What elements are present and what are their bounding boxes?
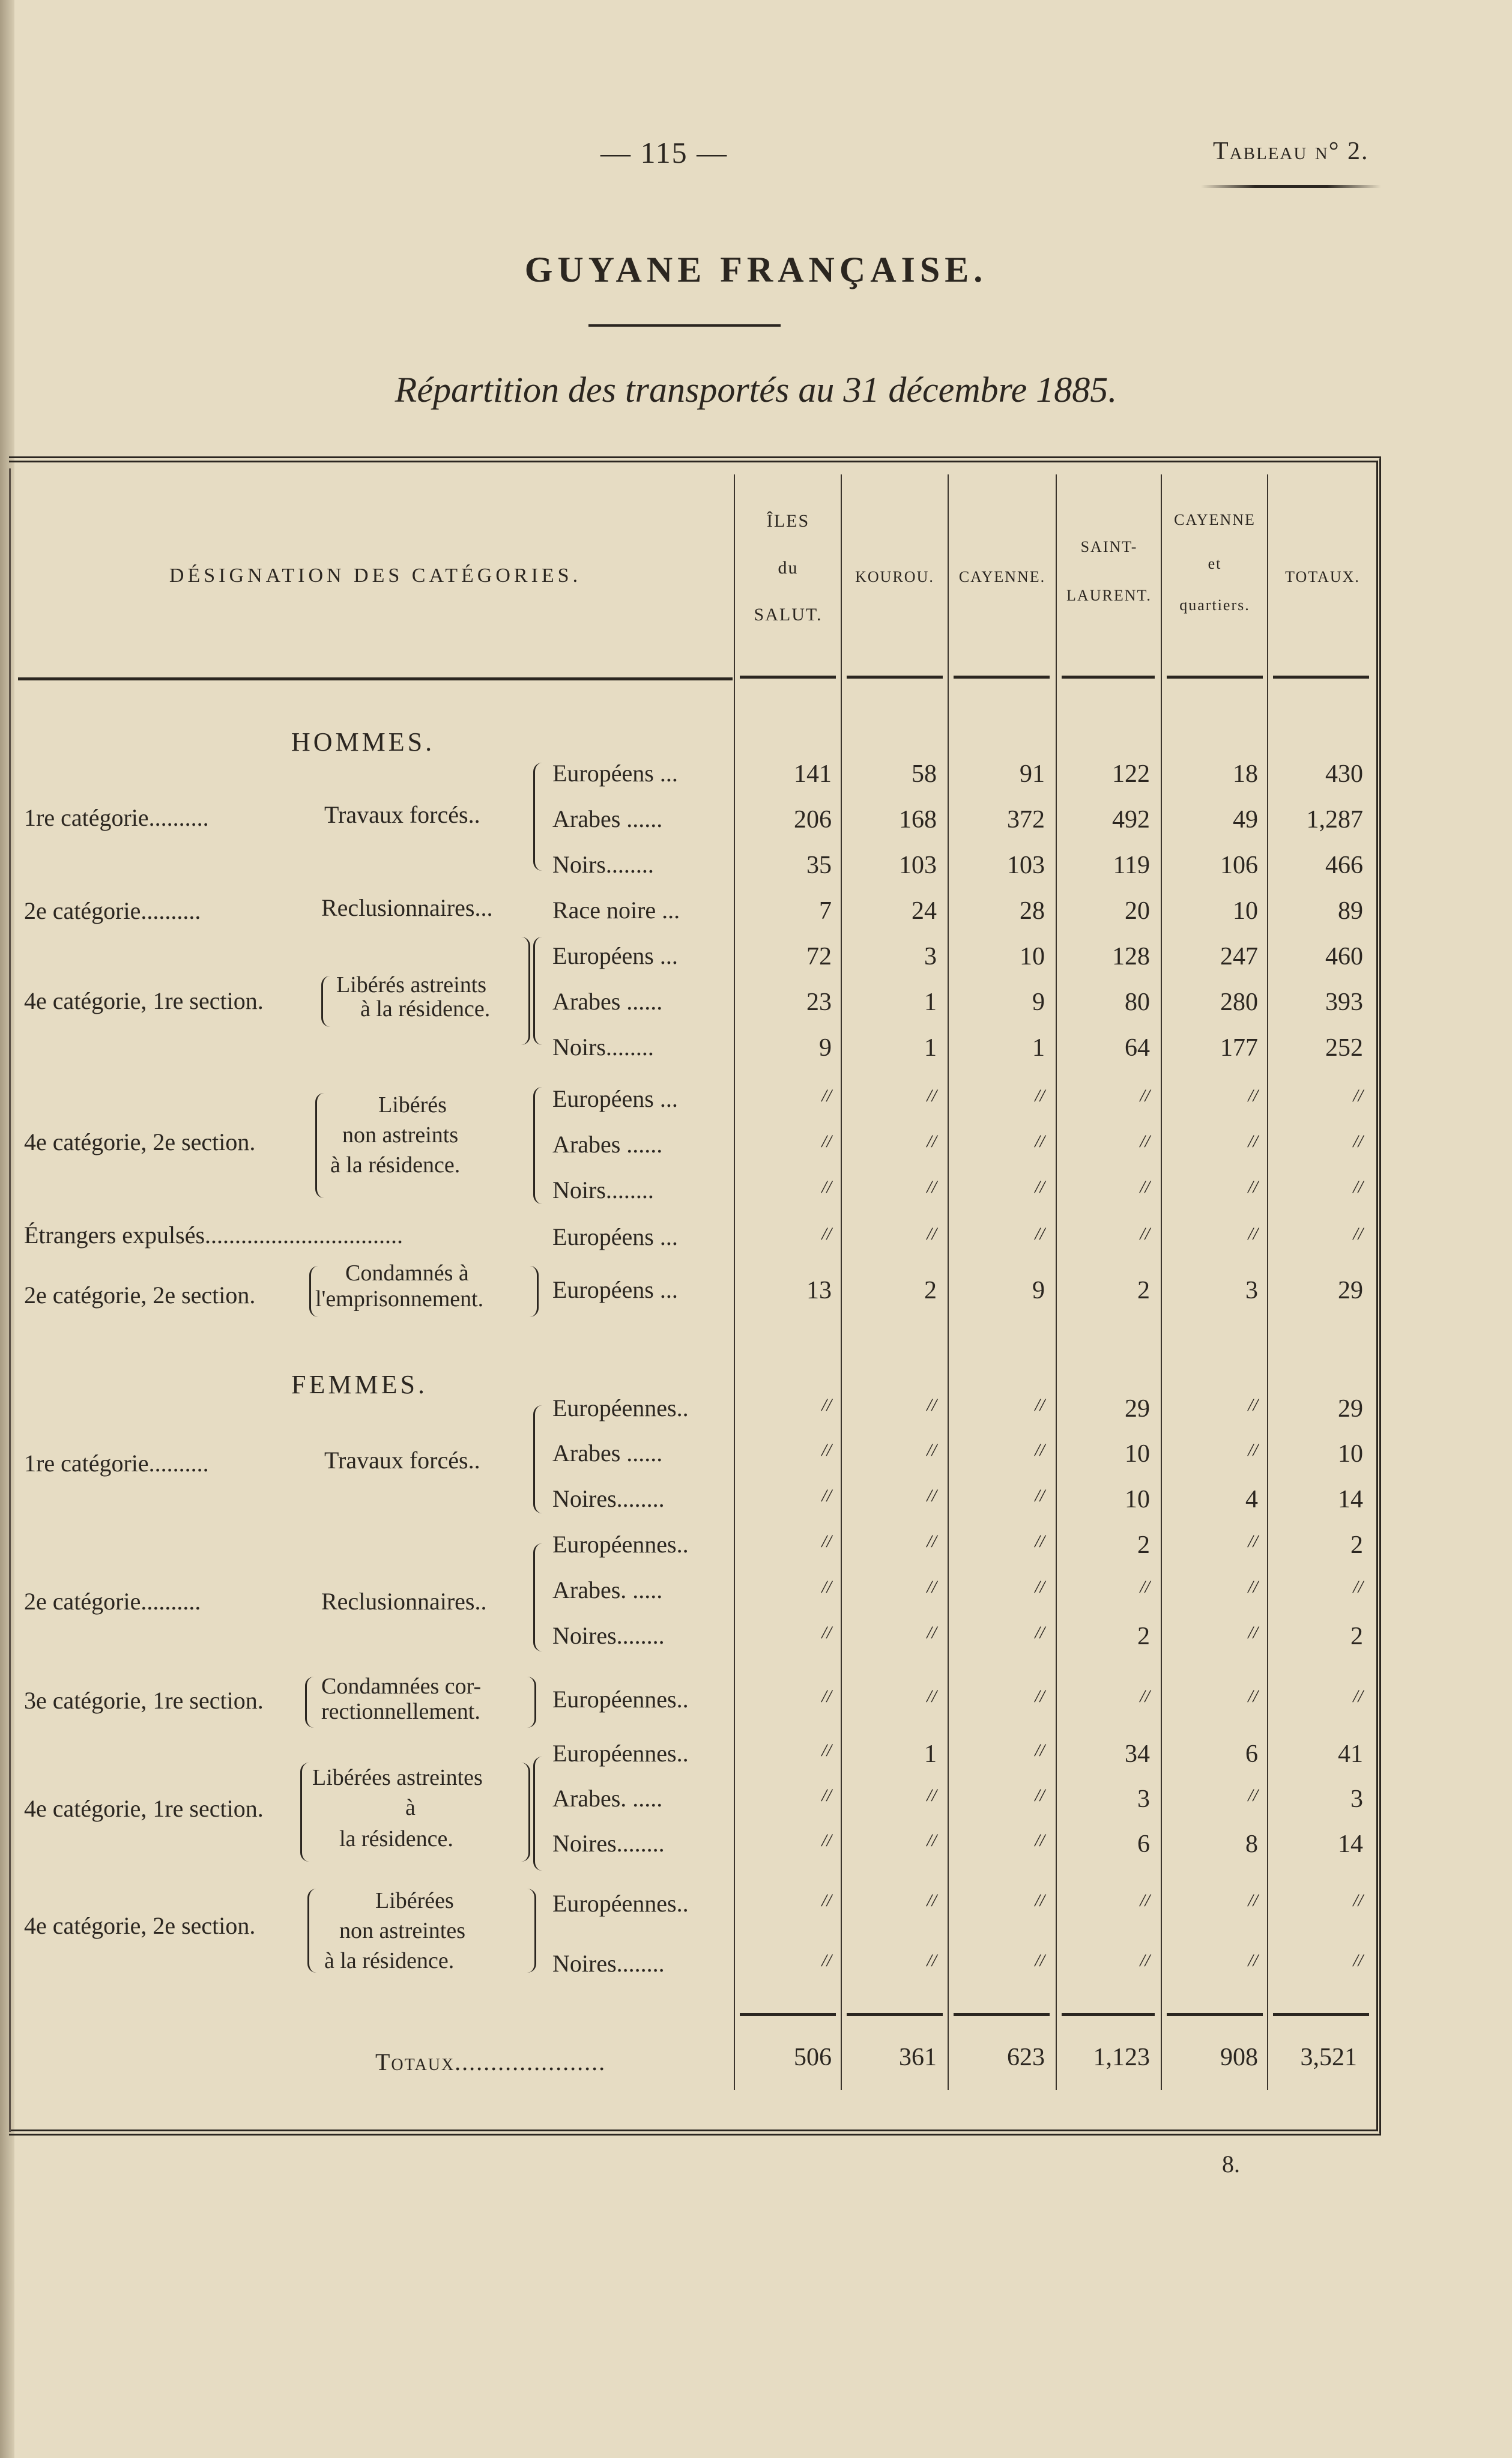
row-label: Européens ... bbox=[552, 1276, 678, 1303]
brace bbox=[315, 1093, 324, 1198]
cell-value: 14 bbox=[1338, 1486, 1363, 1513]
cell-value: // bbox=[1353, 1951, 1363, 1970]
category-label: 4e catégorie, 2e section. bbox=[24, 1128, 256, 1155]
category-label: 1re catégorie.......... bbox=[24, 804, 209, 831]
cell-value: // bbox=[927, 1086, 937, 1106]
cell-value: // bbox=[1248, 1623, 1258, 1642]
row-label: Noires........ bbox=[552, 1622, 665, 1649]
cell-value: // bbox=[821, 1830, 832, 1850]
cell-value: // bbox=[927, 1577, 937, 1597]
cell-value: // bbox=[1140, 1890, 1150, 1910]
cell-value: // bbox=[927, 1395, 937, 1415]
cell-value: 2 bbox=[1137, 1531, 1150, 1559]
totals-label: Totaux..................... bbox=[375, 2048, 606, 2075]
cell-value: // bbox=[927, 1623, 937, 1642]
cell-value: // bbox=[927, 1486, 937, 1506]
cell-value: // bbox=[1248, 1131, 1258, 1151]
category-type: Travaux forcés.. bbox=[324, 801, 480, 828]
brace bbox=[527, 1677, 536, 1728]
row-label: Arabes ...... bbox=[552, 988, 663, 1015]
totals-rule bbox=[847, 2013, 943, 2016]
cell-value: // bbox=[1035, 1740, 1045, 1760]
cell-value: 28 bbox=[1020, 897, 1045, 925]
cell-value: 1 bbox=[924, 1740, 937, 1768]
brace bbox=[521, 1763, 530, 1862]
cell-value: 1,287 bbox=[1306, 806, 1363, 834]
cell-value: 141 bbox=[794, 760, 832, 788]
cell-value: 29 bbox=[1338, 1395, 1363, 1423]
cell-value: // bbox=[927, 1131, 937, 1151]
row-label: Noirs........ bbox=[552, 1034, 654, 1061]
cell-value: // bbox=[1035, 1177, 1045, 1197]
cell-value: // bbox=[1248, 1531, 1258, 1551]
cell-value: // bbox=[927, 1686, 937, 1706]
cell-value: // bbox=[927, 1785, 937, 1805]
cell-value: // bbox=[1035, 1486, 1045, 1506]
cell-value: 64 bbox=[1125, 1034, 1150, 1062]
cell-value: // bbox=[927, 1890, 937, 1910]
brace bbox=[300, 1763, 309, 1862]
brace bbox=[533, 1087, 542, 1204]
cell-value: // bbox=[821, 1890, 832, 1910]
cell-value: 9 bbox=[1032, 1277, 1045, 1304]
table-frame-left bbox=[9, 468, 11, 2132]
cell-value: 128 bbox=[1112, 943, 1150, 970]
category-label: 3e catégorie, 1re section. bbox=[24, 1687, 264, 1714]
brace bbox=[305, 1677, 314, 1728]
category-type: à la résidence. bbox=[330, 1152, 461, 1178]
row-label: Arabes ...... bbox=[552, 1439, 663, 1467]
cell-value: // bbox=[821, 1740, 832, 1760]
cell-value: // bbox=[1140, 1131, 1150, 1151]
totals-rule bbox=[1167, 2013, 1263, 2016]
category-type: Libérés bbox=[378, 1092, 447, 1118]
totals-rule bbox=[954, 2013, 1050, 2016]
page-title: GUYANE FRANÇAISE. bbox=[524, 250, 988, 289]
row-label: Race noire ... bbox=[552, 897, 680, 924]
brace bbox=[527, 1889, 536, 1973]
cell-value: 34 bbox=[1125, 1740, 1150, 1768]
brace bbox=[533, 763, 542, 871]
cell-value: 35 bbox=[806, 852, 832, 879]
cell-value: // bbox=[1140, 1577, 1150, 1597]
cell-value: 177 bbox=[1220, 1034, 1258, 1062]
cell-value: // bbox=[1248, 1395, 1258, 1415]
cell-value: 280 bbox=[1220, 988, 1258, 1016]
cell-value: // bbox=[1353, 1577, 1363, 1597]
cell-value: 6 bbox=[1245, 1740, 1258, 1768]
cell-value: // bbox=[1140, 1177, 1150, 1197]
category-label: 4e catégorie, 2e section. bbox=[24, 1912, 256, 1939]
category-type: rectionnellement. bbox=[321, 1699, 480, 1724]
brace bbox=[521, 937, 530, 1045]
designation-header: DÉSIGNATION DES CATÉGORIES. bbox=[169, 565, 582, 587]
header-rule bbox=[847, 676, 943, 679]
column-header-kourou: KOUROU. bbox=[855, 568, 934, 586]
row-label: Noires........ bbox=[552, 1830, 665, 1857]
column-header-cayenne: CAYENNE. bbox=[958, 568, 1046, 586]
row-label: Européennes.. bbox=[552, 1686, 689, 1713]
footer-signature-mark: 8. bbox=[1222, 2151, 1240, 2178]
row-label: Européens ... bbox=[552, 760, 678, 787]
cell-value: 372 bbox=[1007, 806, 1045, 834]
cell-value: // bbox=[1140, 1086, 1150, 1106]
cell-value: 393 bbox=[1325, 988, 1363, 1016]
brace bbox=[321, 976, 330, 1027]
cell-value: 10 bbox=[1125, 1486, 1150, 1513]
header-rule bbox=[954, 676, 1050, 679]
cell-value: 430 bbox=[1325, 760, 1363, 788]
cell-value: 72 bbox=[806, 943, 832, 970]
cell-value: 2 bbox=[1350, 1531, 1363, 1559]
cell-value: 10 bbox=[1020, 943, 1045, 970]
cell-value: 20 bbox=[1125, 897, 1150, 925]
category-label: 2e catégorie.......... bbox=[24, 897, 201, 924]
cell-value: // bbox=[821, 1951, 832, 1970]
cell-value: 168 bbox=[899, 806, 937, 834]
cell-value: 2 bbox=[924, 1277, 937, 1304]
cell-value: // bbox=[1248, 1224, 1258, 1244]
cell-value: // bbox=[1248, 1177, 1258, 1197]
cell-value: 2 bbox=[1350, 1623, 1363, 1650]
category-label: 4e catégorie, 1re section. bbox=[24, 987, 264, 1014]
cell-value: // bbox=[1035, 1577, 1045, 1597]
category-type: Libérées astreintes bbox=[312, 1765, 483, 1790]
cell-value: // bbox=[821, 1395, 832, 1415]
row-label: Européennes.. bbox=[552, 1890, 689, 1917]
total-totaux: 3,521 bbox=[1300, 2044, 1357, 2071]
cell-value: 10 bbox=[1233, 897, 1258, 925]
category-type: non astreintes bbox=[339, 1918, 466, 1943]
row-label: Noires........ bbox=[552, 1950, 665, 1977]
brace bbox=[530, 1266, 539, 1317]
page-number: — 115 — bbox=[600, 136, 728, 169]
row-label: Arabes ...... bbox=[552, 805, 663, 832]
category-type: l'emprisonnement. bbox=[315, 1286, 484, 1312]
cell-value: // bbox=[1035, 1686, 1045, 1706]
cell-value: 2 bbox=[1137, 1623, 1150, 1650]
cell-value: 247 bbox=[1220, 943, 1258, 970]
cell-value: // bbox=[821, 1486, 832, 1506]
header-rule bbox=[1167, 676, 1263, 679]
category-label: Étrangers expulsés................................. bbox=[24, 1221, 404, 1249]
cell-value: // bbox=[1035, 1224, 1045, 1244]
row-label: Européennes.. bbox=[552, 1394, 689, 1421]
row-label: Arabes ...... bbox=[552, 1131, 663, 1158]
cell-value: 13 bbox=[806, 1277, 832, 1304]
cell-value: // bbox=[821, 1177, 832, 1197]
row-label: Noirs........ bbox=[552, 1176, 654, 1203]
section-title-femmes: FEMMES. bbox=[291, 1370, 428, 1399]
cell-value: // bbox=[1353, 1131, 1363, 1151]
cell-value: 80 bbox=[1125, 988, 1150, 1016]
cell-value: 2 bbox=[1137, 1277, 1150, 1304]
category-type: non astreints bbox=[342, 1122, 459, 1148]
row-label: Noirs........ bbox=[552, 851, 654, 878]
cell-value: // bbox=[1035, 1830, 1045, 1850]
row-label: Européens ... bbox=[552, 942, 678, 969]
cell-value: // bbox=[1353, 1086, 1363, 1106]
cell-value: // bbox=[821, 1623, 832, 1642]
cell-value: 122 bbox=[1112, 760, 1150, 788]
row-label: Arabes. ..... bbox=[552, 1785, 663, 1812]
cell-value: 4 bbox=[1245, 1486, 1258, 1513]
category-type: Reclusionnaires.. bbox=[321, 1588, 487, 1615]
cell-value: 8 bbox=[1245, 1830, 1258, 1858]
cell-value: // bbox=[1035, 1086, 1045, 1106]
cell-value: // bbox=[1035, 1951, 1045, 1970]
cell-value: 119 bbox=[1113, 852, 1150, 879]
table-reference-rule bbox=[1201, 185, 1381, 188]
totals-rule bbox=[1273, 2013, 1369, 2016]
category-type: Libérées bbox=[375, 1888, 454, 1913]
brace bbox=[533, 1757, 542, 1871]
brace bbox=[307, 1889, 316, 1973]
cell-value: 466 bbox=[1325, 852, 1363, 879]
cell-value: // bbox=[1353, 1177, 1363, 1197]
cell-value: 1 bbox=[924, 988, 937, 1016]
brace bbox=[533, 1543, 542, 1651]
total-kourou: 361 bbox=[899, 2044, 937, 2071]
cell-value: 41 bbox=[1338, 1740, 1363, 1768]
cell-value: 18 bbox=[1233, 760, 1258, 788]
cell-value: // bbox=[1035, 1890, 1045, 1910]
cell-value: // bbox=[1248, 1086, 1258, 1106]
cell-value: 206 bbox=[794, 806, 832, 834]
cell-value: 89 bbox=[1338, 897, 1363, 925]
totals-rule bbox=[1062, 2013, 1155, 2016]
cell-value: 3 bbox=[924, 943, 937, 970]
header-rule bbox=[1062, 676, 1155, 679]
cell-value: // bbox=[927, 1224, 937, 1244]
cell-value: // bbox=[821, 1440, 832, 1460]
cell-value: 7 bbox=[819, 897, 832, 925]
cell-value: // bbox=[1353, 1890, 1363, 1910]
cell-value: // bbox=[1035, 1785, 1045, 1805]
cell-value: 6 bbox=[1137, 1830, 1150, 1858]
cell-value: // bbox=[927, 1531, 937, 1551]
row-label: Européennes.. bbox=[552, 1531, 689, 1558]
cell-value: 49 bbox=[1233, 806, 1258, 834]
category-type: la résidence. bbox=[339, 1826, 453, 1851]
cell-value: // bbox=[1248, 1440, 1258, 1460]
row-label: Arabes. ..... bbox=[552, 1576, 663, 1603]
cell-value: 252 bbox=[1325, 1034, 1363, 1062]
cell-value: // bbox=[927, 1951, 937, 1970]
cell-value: 3 bbox=[1245, 1277, 1258, 1304]
cell-value: // bbox=[927, 1830, 937, 1850]
column-header-iles: ÎLES du SALUT. bbox=[754, 511, 823, 625]
category-type: Condamnés à bbox=[345, 1261, 469, 1286]
cell-value: // bbox=[927, 1440, 937, 1460]
cell-value: // bbox=[821, 1785, 832, 1805]
table-reference: Tableau n° 2. bbox=[1213, 138, 1369, 165]
cell-value: // bbox=[1353, 1686, 1363, 1706]
cell-value: 103 bbox=[1007, 852, 1045, 879]
cell-value: // bbox=[1035, 1623, 1045, 1642]
column-header-totaux: TOTAUX. bbox=[1285, 568, 1360, 586]
cell-value: 24 bbox=[912, 897, 937, 925]
cell-value: 492 bbox=[1112, 806, 1150, 834]
row-label: Noires........ bbox=[552, 1485, 665, 1512]
cell-value: // bbox=[821, 1131, 832, 1151]
cell-value: 10 bbox=[1125, 1440, 1150, 1468]
cell-value: // bbox=[1248, 1686, 1258, 1706]
cell-value: // bbox=[821, 1224, 832, 1244]
cell-value: // bbox=[1035, 1395, 1045, 1415]
row-label: Européens ... bbox=[552, 1223, 678, 1250]
cell-value: 58 bbox=[912, 760, 937, 788]
cell-value: 91 bbox=[1020, 760, 1045, 788]
cell-value: // bbox=[1248, 1785, 1258, 1805]
cell-value: 1 bbox=[924, 1034, 937, 1062]
total-saint-laurent: 1,123 bbox=[1093, 2044, 1150, 2071]
category-label: 1re catégorie.......... bbox=[24, 1450, 209, 1477]
cell-value: // bbox=[1035, 1531, 1045, 1551]
cell-value: 29 bbox=[1338, 1277, 1363, 1304]
header-rule bbox=[740, 676, 836, 679]
category-type: à la résidence. bbox=[360, 996, 491, 1022]
cell-value: // bbox=[927, 1177, 937, 1197]
cell-value: // bbox=[821, 1686, 832, 1706]
cell-value: // bbox=[821, 1086, 832, 1106]
cell-value: // bbox=[1140, 1224, 1150, 1244]
section-title-hommes: HOMMES. bbox=[291, 727, 435, 757]
cell-value: // bbox=[1248, 1577, 1258, 1597]
column-header-cayenne-quartiers: CAYENNE et quartiers. bbox=[1174, 511, 1256, 614]
cell-value: 460 bbox=[1325, 943, 1363, 970]
category-type: à bbox=[405, 1795, 416, 1820]
row-label: Européens ... bbox=[552, 1085, 678, 1112]
cell-value: 9 bbox=[819, 1034, 832, 1062]
brace bbox=[533, 1405, 542, 1513]
total-cayenne: 623 bbox=[1007, 2044, 1045, 2071]
category-type: Condamnées cor- bbox=[321, 1674, 482, 1699]
column-header-saint-laurent: SAINT- LAURENT. bbox=[1066, 538, 1152, 605]
cell-value: // bbox=[1248, 1890, 1258, 1910]
cell-value: 9 bbox=[1032, 988, 1045, 1016]
category-type: Travaux forcés.. bbox=[324, 1447, 480, 1474]
category-type: Libérés astreints bbox=[336, 972, 487, 997]
cell-value: // bbox=[1035, 1131, 1045, 1151]
cell-value: 103 bbox=[899, 852, 937, 879]
cell-value: // bbox=[1035, 1440, 1045, 1460]
header-rule bbox=[1273, 676, 1369, 679]
cell-value: // bbox=[1248, 1951, 1258, 1970]
category-label: 4e catégorie, 1re section. bbox=[24, 1795, 264, 1822]
category-type: à la résidence. bbox=[324, 1948, 455, 1973]
cell-value: // bbox=[1140, 1951, 1150, 1970]
cell-value: // bbox=[1140, 1686, 1150, 1706]
cell-value: 3 bbox=[1137, 1785, 1150, 1813]
cell-value: 3 bbox=[1350, 1785, 1363, 1813]
row-label: Européennes.. bbox=[552, 1740, 689, 1767]
cell-value: 10 bbox=[1338, 1440, 1363, 1468]
cell-value: // bbox=[821, 1577, 832, 1597]
category-label: 2e catégorie.......... bbox=[24, 1588, 201, 1615]
totals-rule bbox=[740, 2013, 836, 2016]
page-subtitle: Répartition des transportés au 31 décembre 1885. bbox=[395, 370, 1117, 410]
category-label: 2e catégorie, 2e section. bbox=[24, 1282, 256, 1309]
cell-value: 1 bbox=[1032, 1034, 1045, 1062]
category-type: Reclusionnaires... bbox=[321, 894, 493, 921]
header-rule bbox=[18, 677, 733, 680]
cell-value: 23 bbox=[806, 988, 832, 1016]
cell-value: // bbox=[1353, 1224, 1363, 1244]
cell-value: 14 bbox=[1338, 1830, 1363, 1858]
title-rule bbox=[588, 324, 781, 327]
total-cayenne-quartiers: 908 bbox=[1220, 2044, 1258, 2071]
cell-value: 29 bbox=[1125, 1395, 1150, 1423]
total-iles: 506 bbox=[794, 2044, 832, 2071]
brace bbox=[533, 937, 542, 1045]
cell-value: 106 bbox=[1220, 852, 1258, 879]
cell-value: // bbox=[821, 1531, 832, 1551]
